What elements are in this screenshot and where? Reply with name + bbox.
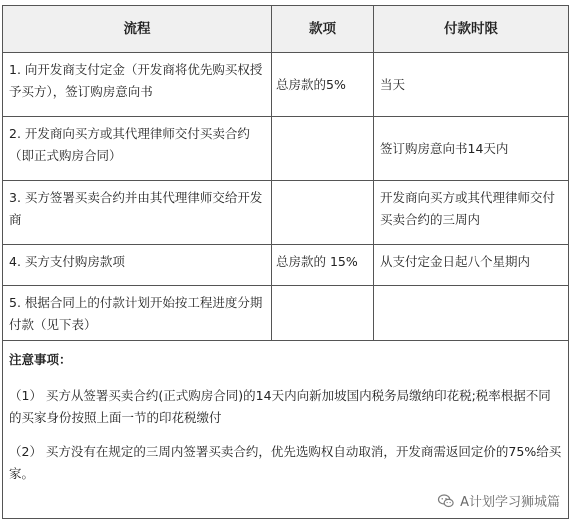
table-row — [3, 181, 568, 245]
payment-cell — [272, 286, 374, 340]
table-row — [3, 53, 568, 117]
deadline-cell — [374, 286, 568, 340]
table-header-row — [3, 6, 568, 53]
step-cell: 5. 根据合同上的付款计划开始按工程进度分期付款（见下表） — [3, 286, 272, 340]
watermark-text: A计划学习狮城篇 — [460, 495, 560, 510]
deadline-cell: 签订购房意向书14天内 — [380, 140, 509, 156]
payment-cell: 总房款的 15% — [272, 245, 374, 285]
header-deadline: 付款时限 — [444, 21, 498, 37]
note-item: （1） 买方从签署买卖合约(正式购房合同)的14天内向新加坡国内税务局缴纳印花税;税率根据不同的买家身份按照上面一节的印花税缴付 — [9, 388, 551, 425]
table-row — [3, 117, 568, 181]
wechat-icon — [437, 492, 455, 510]
deadline-cell: 开发商向买方或其代理律师交付买卖合约的三周内 — [380, 190, 556, 227]
header-process: 流程 — [3, 6, 272, 52]
table-row — [3, 286, 568, 341]
header-payment: 款项 — [272, 6, 374, 52]
notes-title: 注意事项： — [9, 352, 72, 367]
step-cell: 2. 开发商向买方或其代理律师交付买卖合约（即正式购房合同） — [3, 117, 272, 180]
deadline-cell: 当天 — [380, 76, 406, 92]
step-cell: 1. 向开发商支付定金（开发商将优先购买权授予买方），签订购房意向书 — [3, 53, 272, 116]
payment-cell — [272, 117, 374, 180]
payment-cell — [272, 181, 374, 244]
step-cell: 4. 买方支付购房款项 — [3, 245, 272, 285]
payment-cell: 总房款的5% — [272, 53, 374, 116]
process-table — [2, 5, 569, 519]
note-item: （2） 买方没有在规定的三周内签署买卖合约，优先选购权自动取消，开发商需返回定价的75%给买家。 — [9, 444, 562, 481]
deadline-cell: 从支付定金日起八个星期内 — [380, 254, 531, 269]
step-cell: 3. 买方签署买卖合约并由其代理律师交给开发商 — [3, 181, 272, 244]
table-row — [3, 245, 568, 286]
watermark — [434, 490, 563, 511]
